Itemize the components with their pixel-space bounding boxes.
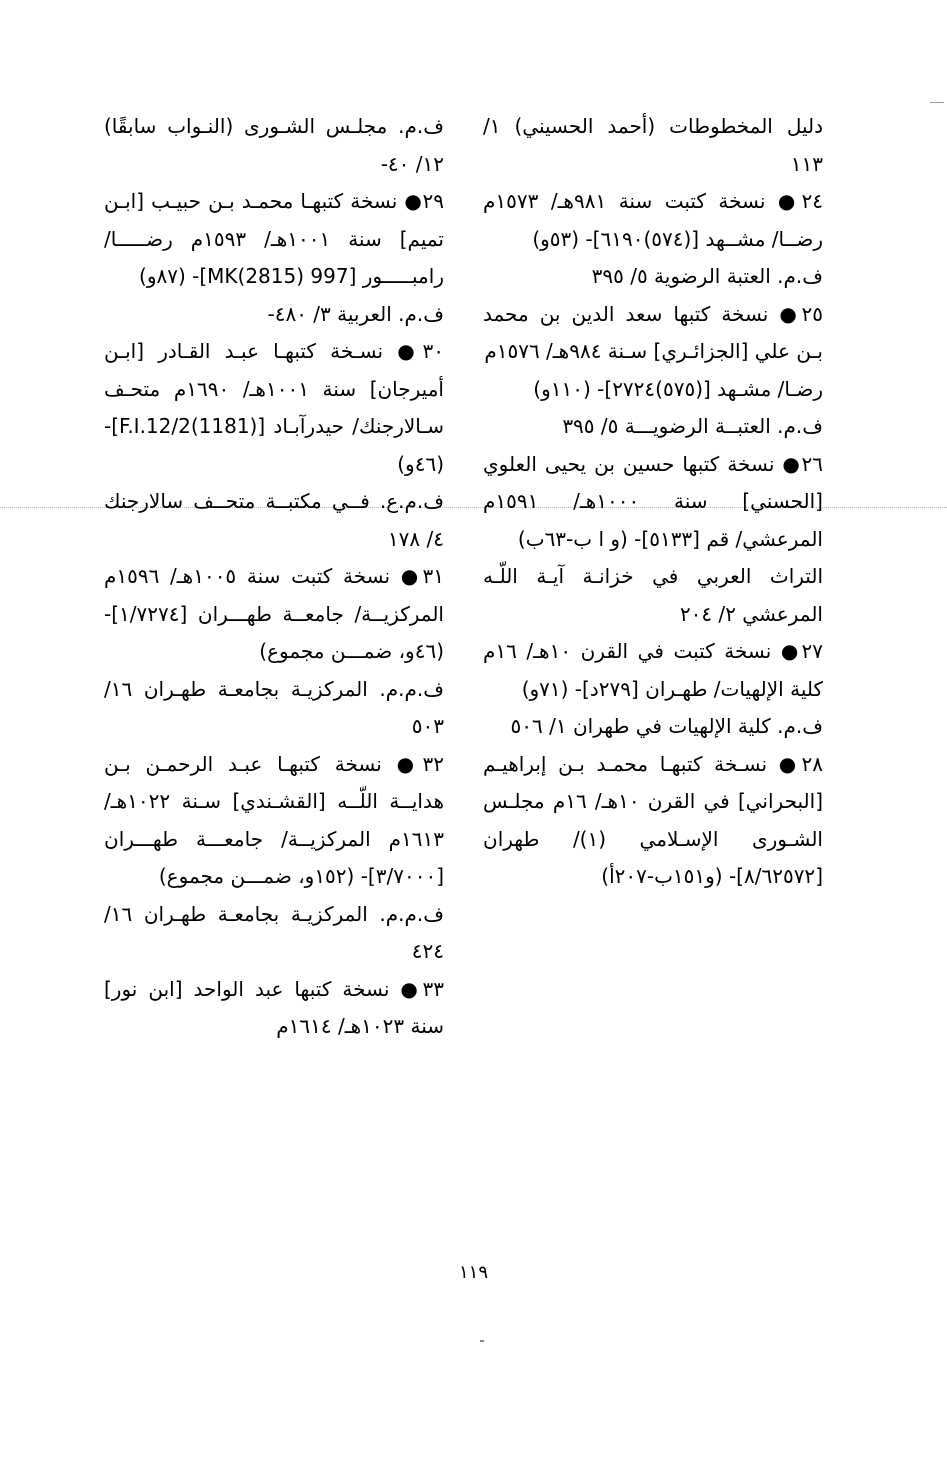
- entry-25: ٢٥● نسخة كتبها سعد الدين بن محمد بـن علي [الجزائـري] سـنة ٩٨٤هـ/ ١٥٧٦م: [483, 301, 823, 363]
- right-column: [483, 108, 823, 896]
- bottom-mark: [480, 1340, 484, 1342]
- entry-30-ref: ف.م.ع. فــي مكتبــة متحــف سالارجنك ٤/ ١٧٨: [104, 489, 444, 551]
- entry-24: ٢٤● نسخة كتبت سنة ٩٨١هـ/ ١٥٧٣م رضــا/ مشــهد [(٥٧٤)٦١٩٠]- (٥٣و): [483, 189, 823, 251]
- left-column: [104, 108, 444, 1046]
- entry-26-ref: التراث العربي في خزانـة آيـة اللّـه المرعشي ٢/ ٢٠٤: [483, 564, 823, 626]
- entry-31: ٣١● نسخة كتبت سنة ١٠٠٥هـ/ ١٥٩٦م المركزيــة/ جامعــة طهـــران [١/٧٢٧٤]- (٤٦و، ضمـــن مجموع): [104, 564, 444, 663]
- corner-mark: [930, 102, 944, 103]
- entry-27: ٢٧● نسخة كتبت في القرن ١٠هـ/ ١٦م كلية الإلهيات/ طهـران [٢٧٩د]- (٧١و): [483, 639, 823, 701]
- entry-33: ٣٣● نسخة كتبها عبد الواحد [ابن نور] سنة ١٠٢٣هـ/ ١٦١٤م: [104, 976, 444, 1038]
- entry-header-ref: دليل المخطوطات (أحمد الحسيني) ١/ ١١٣: [483, 114, 823, 176]
- page-number: ١١٩: [458, 1262, 488, 1283]
- entry-28-ref: ف.م. مجلـس الشـورى (النـواب سابقًا) ١٢/ ٤٠-: [104, 114, 444, 176]
- entry-32: ٣٢● نسخة كتبهـا عبـد الرحمـن بـن هدايــة اللّــه [القشـندي] سـنة ١٠٢٢هـ/ ١٦١٣م المركزيــة/ جامعـــة طهـــران [٣/٧٠٠٠]- (١٥٢و، ضمـــن مجموع): [104, 751, 444, 888]
- entry-30: ٣٠● نسـخة كتبهـا عبـد القـادر [ابـن أميرجان] سنة ١٠٠١هـ/ ١٦٩٠م متحـف سـالارجنك/ حيدرآبـاد [F.I.12/2(1181)]- (٤٦و): [104, 339, 444, 476]
- entry-29: ٢٩● نسخة كتبهـا محمـد بـن حبيـب [ابـن تميم] سنة ١٠٠١هـ/ ١٥٩٣م رضـــــا/ رامبـــــور [997 MK(2815)]- (٨٧و): [104, 189, 444, 288]
- entry-29-ref: ف.م. العربية ٣/ ٤٨٠-: [267, 301, 444, 326]
- entry-27-ref: ف.م. كلية الإلهيات في طهران ١/ ٥٠٦: [510, 714, 823, 738]
- entry-28: ٢٨● نسـخة كتبهـا محمـد بـن إبراهيـم [البحراني] في القرن ١٠هـ/ ١٦م مجلـس الشـورى الإسـلامي (١)/ طهران [٨/٦٢٥٧٢]- (و١٥١ب-٢٠٧أ): [483, 751, 823, 888]
- entry-25-location: رضـا/ مشـهد [(٥٧٥)٢٧٢٤]- (١١٠و): [533, 376, 823, 401]
- entry-26: ٢٦● نسخة كتبها حسين بن يحيى العلوي [الحسني] سنة ١٠٠٠هـ/ ١٥٩١م المرعشي/ قم [٥١٣٣]- (و ا ب-٦٣ب): [483, 451, 823, 551]
- entry-31-ref: ف.م.م. المركزيـة بجامعـة طهـران ١٦/ ٥٠٣: [104, 676, 444, 738]
- entry-25-ref: ف.م. العتبــة الرضويـــة ٥/ ٣٩٥: [562, 414, 823, 438]
- entry-32-ref: ف.م.م. المركزيـة بجامعـة طهـران ١٦/ ٤٢٤: [104, 901, 444, 963]
- entry-24-ref: ف.م. العتبة الرضوية ٥/ ٣٩٥: [591, 264, 823, 288]
